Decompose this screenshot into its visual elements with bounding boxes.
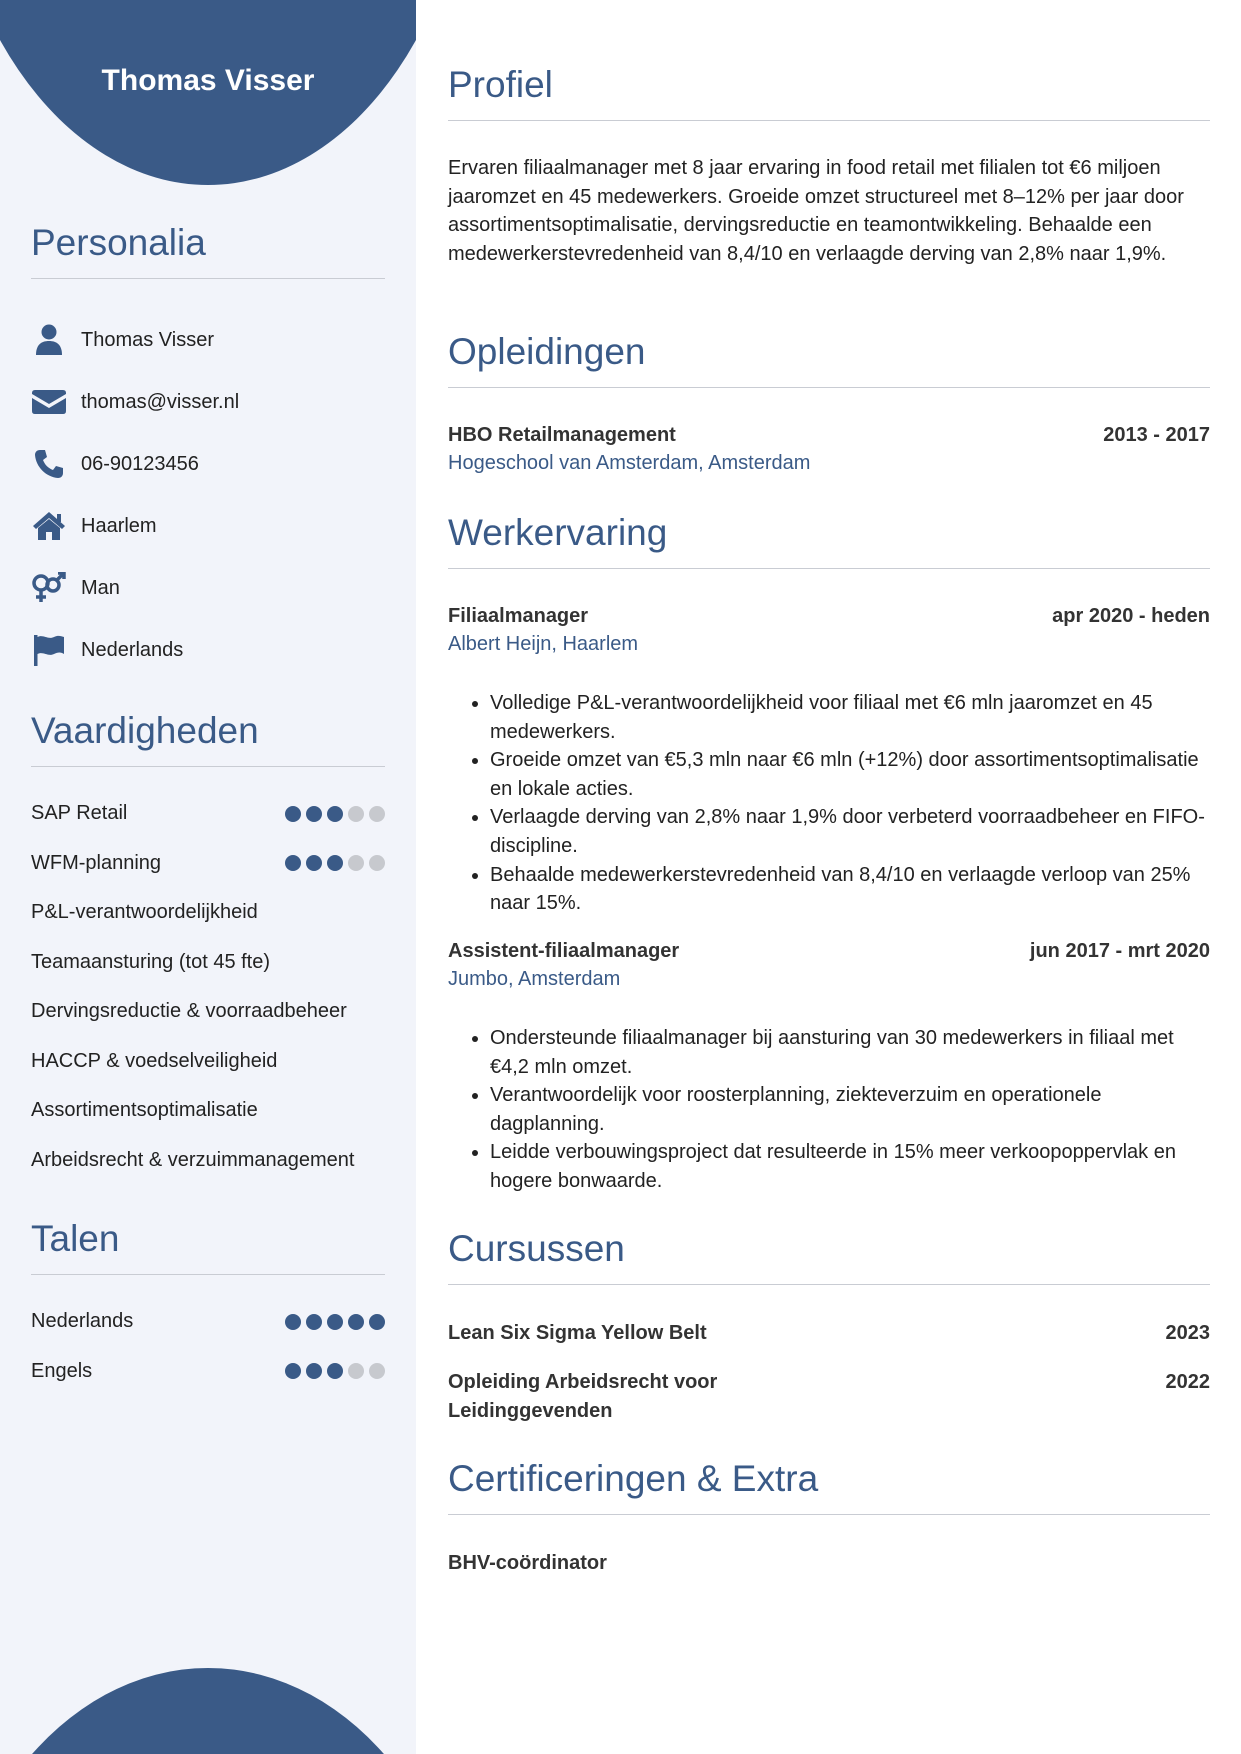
job-bullet: • Behaalde medewerkerstevredenheid van 8,4/10 en verlaagde verloop van 25% naar 15%. [490,861,1210,918]
job-bullets [448,689,1210,918]
skills-title: Vaardigheden [31,710,385,767]
skills-section [31,710,385,1185]
skill-item [31,789,385,839]
languages-section [31,1218,385,1396]
skill-rating [285,855,385,871]
rating-dot-filled [327,855,343,871]
certs-title: Certificeringen & Extra [448,1458,1210,1515]
job-date: jun 2017 - mrt 2020 [1029,940,1210,962]
contact-item-email [31,371,385,433]
education-date: 2013 - 2017 [1103,424,1210,446]
skill-item [31,1136,385,1186]
skill-name: SAP Retail [31,802,128,825]
footer-arc [0,1668,416,1754]
personalia-title: Personalia [31,222,385,279]
skill-item [31,938,385,988]
job-title: Assistent-filiaalmanager [448,940,680,962]
course-entry [448,1319,1210,1348]
profile-title: Profiel [448,64,1210,121]
rating-dot-empty [348,855,364,871]
job-employer: Jumbo, Amsterdam [448,968,621,990]
cert-title: BHV-coördinator [448,1552,607,1574]
course-title: Lean Six Sigma Yellow Belt [448,1322,707,1344]
job-date: apr 2020 - heden [1052,605,1210,627]
language-rating [285,1314,385,1330]
job-bullet: • Verantwoordelijk voor roosterplanning, ziekteverzuim en operationele dagplanning. [490,1081,1210,1138]
envelope-icon [31,386,67,418]
job-employer: Albert Heijn, Haarlem [448,633,639,655]
contact-item-gender [31,557,385,619]
gender-icon [31,572,67,604]
education-title: Opleidingen [448,331,1210,388]
flag-icon [31,634,67,666]
contact-item-name [31,309,385,371]
job-bullet: • Leidde verbouwingsproject dat resulteerde in 15% meer verkoopoppervlak en hogere bonwaarde. [490,1138,1210,1195]
candidate-name: Thomas Visser [101,64,315,97]
contact-gender-text: Man [81,576,120,599]
contact-phone-text[interactable]: 06-90123456 [81,452,199,475]
work-entry [448,937,1210,1196]
rating-dot-filled [285,1314,301,1330]
skill-item [31,839,385,889]
rating-dot-filled [306,1363,322,1379]
skill-list [31,789,385,1185]
contact-list [31,309,385,681]
rating-dot-filled [285,855,301,871]
job-bullet: • Volledige P&L-verantwoordelijkheid voor filiaal met €6 mln jaaromzet en 45 medewerkers. [490,689,1210,746]
rating-dot-filled [348,1314,364,1330]
cert-entry [448,1549,1210,1577]
rating-dot-filled [306,1314,322,1330]
rating-dot-empty [348,806,364,822]
education-degree: HBO Retailmanagement [448,424,676,446]
job-bullet: • Groeide omzet van €5,3 mln naar €6 mln (+12%) door assortimentsoptimalisatie en lokale acties. [490,746,1210,803]
languages-title: Talen [31,1218,385,1275]
rating-dot-filled [327,806,343,822]
skill-item [31,987,385,1037]
course-date: 2023 [1165,1322,1210,1344]
rating-dot-empty [348,1363,364,1379]
contact-item-nationality [31,619,385,681]
skill-name: Dervingsreductie & voorraadbeheer [31,1000,347,1023]
rating-dot-filled [285,806,301,822]
language-name: Nederlands [31,1310,134,1333]
job-title: Filiaalmanager [448,605,589,627]
job-bullet: • Ondersteunde filiaalmanager bij aansturing van 30 medewerkers in filiaal met €4,2 mln omzet. [490,1024,1210,1081]
rating-dot-filled [369,1314,385,1330]
rating-dot-filled [285,1363,301,1379]
skill-name: Arbeidsrecht & verzuimmanagement [31,1148,355,1171]
skill-name: Assortimentsoptimalisatie [31,1099,258,1122]
contact-nationality-text: Nederlands [81,638,184,661]
phone-icon [31,448,67,480]
contact-email-text[interactable]: thomas@visser.nl [81,390,240,413]
skill-name: P&L-verantwoordelijkheid [31,901,258,924]
contact-name-text: Thomas Visser [81,328,215,351]
rating-dot-empty [369,1363,385,1379]
skill-item [31,1086,385,1136]
course-date: 2022 [1165,1371,1210,1393]
rating-dot-empty [369,855,385,871]
home-icon [31,510,67,542]
language-item [31,1347,385,1397]
contact-item-city [31,495,385,557]
work-entry [448,602,1210,918]
person-icon [31,324,67,356]
job-bullet: • Verlaagde derving van 2,8% naar 1,9% door verbeterd voorraadbeheer en FIFO-discipline. [490,803,1210,860]
rating-dot-filled [327,1314,343,1330]
personalia-section [31,222,385,681]
rating-dot-filled [306,855,322,871]
skill-item [31,888,385,938]
course-title: Opleiding Arbeidsrecht voor Leidinggevenden [448,1371,718,1422]
work-title: Werkervaring [448,512,1210,569]
language-item [31,1297,385,1347]
education-entry [448,421,1210,477]
contact-item-phone [31,433,385,495]
contact-city-text: Haarlem [81,514,157,537]
courses-title: Cursussen [448,1228,1210,1285]
rating-dot-filled [306,806,322,822]
language-list [31,1297,385,1396]
education-school: Hogeschool van Amsterdam, Amsterdam [448,452,811,474]
language-name: Engels [31,1359,93,1382]
skill-name: WFM-planning [31,851,162,874]
skill-rating [285,806,385,822]
rating-dot-empty [369,806,385,822]
language-rating [285,1363,385,1379]
profile-text: Ervaren filiaalmanager met 8 jaar ervaring in food retail met filialen tot €6 miljoen jaaromzet en 45 medewerkers. Groeide omzet structureel met 8–12% per jaar door assortimentsoptimalisatie, dervingsreductie en teamontwikkeling. Behaalde een medewerkerstevredenheid van 8,4/10 en verlaagde derving van 2,8% naar 1,9%. [448,157,1184,265]
skill-name: Teamaansturing (tot 45 fte) [31,950,271,973]
skill-name: HACCP & voedselveiligheid [31,1049,278,1072]
course-entry [448,1368,1210,1426]
skill-item [31,1037,385,1087]
rating-dot-filled [327,1363,343,1379]
job-bullets [448,1024,1210,1196]
sidebar [0,0,416,1754]
